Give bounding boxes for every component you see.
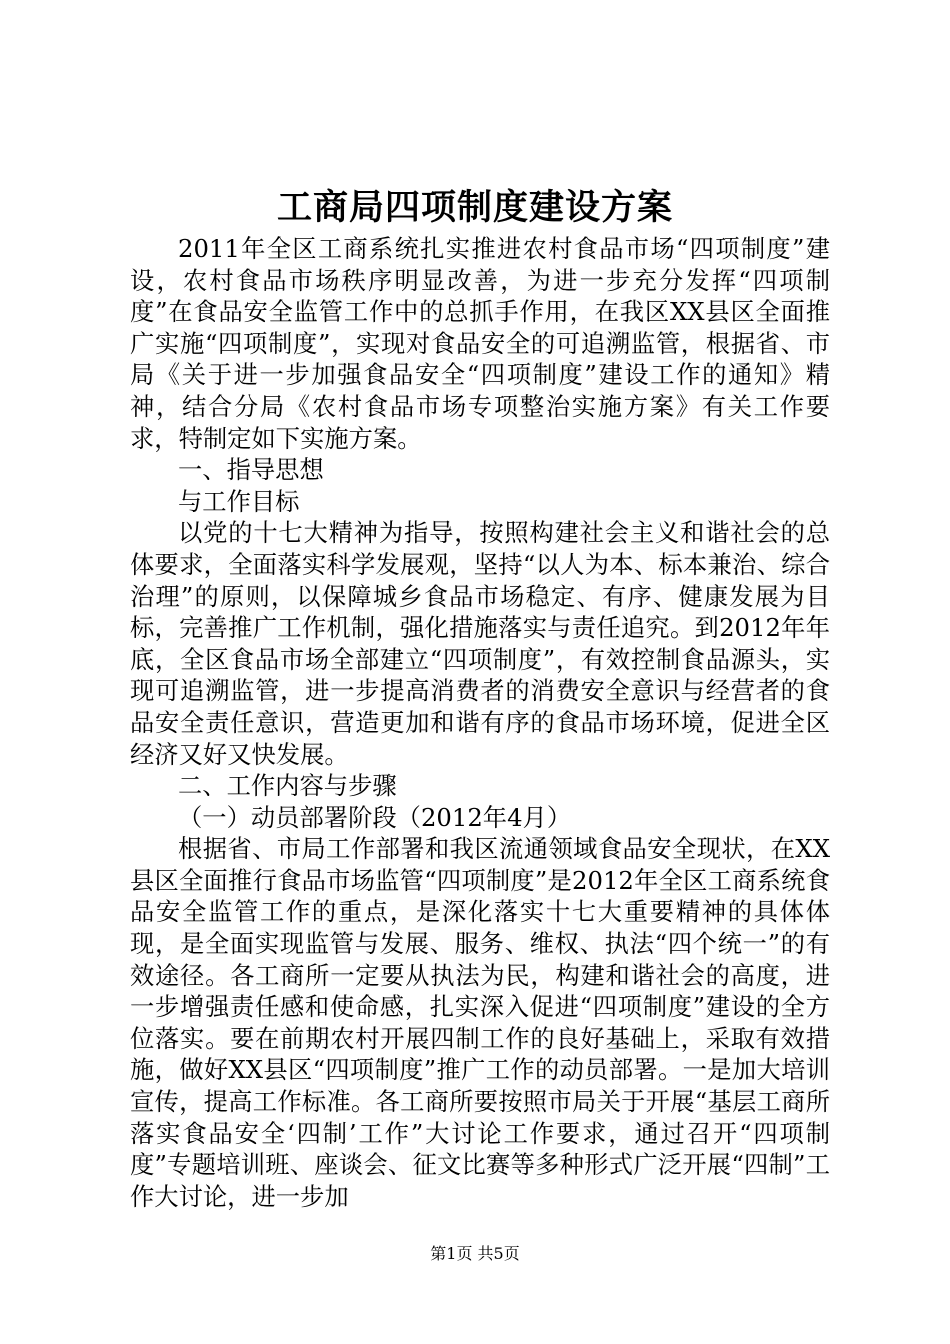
guiding-thought-paragraph: 以党的十七大精神为指导，按照构建社会主义和谐社会的总体要求，全面落实科学发展观，坚持“以人为本、标本兼治、综合治理”的原则，以保障城乡食品市场稳定、有序、健康发展为目标，完善推广工作机制，强化措施落实与责任追究。到2012年年底，全区食品市场全部建立“四项制度”，有效控制食品源头，实现可追溯监管，进一步提高消费者的消费安全意识与经营者的食品安全责任意识，营造更加和谐有序的食品市场环境，促进全区经济又好又快发展。 (130, 518, 830, 769)
page-footer: 第1页 共5页 (430, 1244, 520, 1263)
document-title: 工商局四项制度建设方案 (276, 187, 673, 228)
intro-paragraph: 2011年全区工商系统扎实推进农村食品市场“四项制度”建设，农村食品市场秩序明显改善，为进一步充分发挥“四项制度”在食品安全监管工作中的总抓手作用，在我区XX县区全面推广实施“四项制度”，实现对食品安全的可追溯监管，根据省、市局《关于进一步加强食品安全“四项制度”建设工作的通知》精神，结合分局《农村食品市场专项整治实施方案》有关工作要求，特制定如下实施方案。 (130, 234, 830, 453)
subsection-heading-mobilization: （一）动员部署阶段（2012年4月） (178, 802, 572, 832)
section-heading-work-goals: 与工作目标 (178, 486, 300, 516)
section-heading-guiding-thought: 一、指导思想 (178, 455, 324, 485)
document-body (130, 233, 830, 1212)
mobilization-paragraph: 根据省、市局工作部署和我区流通领域食品安全现状，在XX县区全面推行食品市场监管“四项制度”是2012年全区工商系统食品安全监管工作的重点，是深化落实十七大重要精神的具体体现，是全面实现监管与发展、服务、维权、执法“四个统一”的有效途径。各工商所一定要从执法为民，构建和谐社会的高度，进一步增强责任感和使命感，扎实深入促进“四项制度”建设的全方位落实。要在前期农村开展四制工作的良好基础上，采取有效措施，做好XX县区“四项制度”推广工作的动员部署。一是加大培训宣传，提高工作标准。各工商所要按照市局关于开展“基层工商所落实食品安全‘四制’工作”大讨论工作要求，通过召开“四项制度”专题培训班、座谈会、征文比赛等多种形式广泛开展“四制”工作大讨论，进一步加 (130, 834, 830, 1211)
section-heading-work-content: 二、工作内容与步骤 (178, 771, 397, 801)
